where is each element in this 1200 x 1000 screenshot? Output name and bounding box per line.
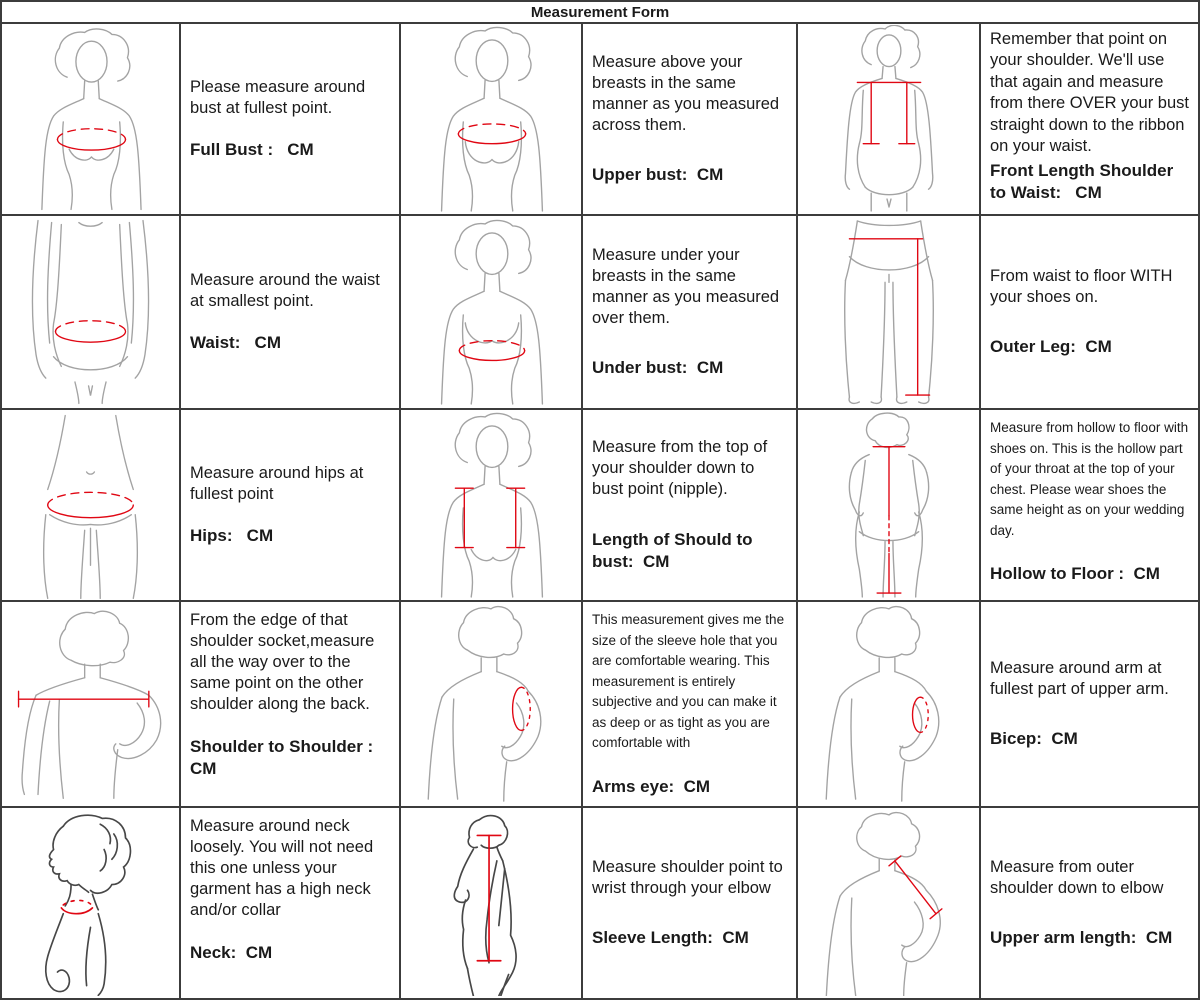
shoulder-to-bust-figure-illustration <box>401 410 581 600</box>
upper-arm-length-cell <box>981 808 1198 998</box>
hollow-to-floor-label: Hollow to Floor : CM <box>990 564 1160 584</box>
hollow-to-floor-cell <box>981 410 1198 600</box>
front-length-label: Front Length Shoulder to Waist: CM <box>990 160 1178 202</box>
outer-leg-label: Outer Leg: CM <box>990 337 1112 357</box>
upper-bust-figure-illustration <box>401 24 581 214</box>
outer-leg-figure-illustration <box>798 216 979 408</box>
arms-eye-figure-illustration <box>401 602 581 806</box>
waist-figure-illustration <box>2 216 179 408</box>
hips-figure-illustration <box>2 410 179 600</box>
shoulder-to-shoulder-instruction: From the edge of that shoulder socket,measure all the way over to the same point on the other shoulder along the back. <box>190 611 375 714</box>
neck-label: Neck: CM <box>190 942 273 962</box>
waist-cell <box>181 216 399 408</box>
bicep-cell <box>981 602 1198 806</box>
hips-cell <box>181 410 399 600</box>
upper-arm-length-instruction: Measure from outer shoulder down to elbow <box>990 857 1164 897</box>
upper-arm-figure-illustration <box>798 808 979 998</box>
hollow-to-floor-instruction: Measure from hollow to floor with shoes on. This is the hollow part of your throat at the top of your chest. Please wear shoes the same height as on your wedding day. <box>990 420 1189 538</box>
page-title: Measurement Form <box>2 2 1198 22</box>
full-bust-cell <box>181 24 399 214</box>
front-length-cell <box>981 24 1198 214</box>
under-bust-label: Under bust: CM <box>592 358 724 378</box>
neck-figure-illustration <box>2 808 179 998</box>
sleeve-length-instruction: Measure shoulder point to wrist through your elbow <box>592 857 783 897</box>
neck-cell <box>181 808 399 998</box>
shoulder-to-shoulder-label: Shoulder to Shoulder : CM <box>190 736 378 778</box>
sleeve-length-label: Sleeve Length: CM <box>592 928 749 948</box>
shoulder-to-bust-instruction: Measure from the top of your shoulder down to bust point (nipple). <box>592 438 768 499</box>
outer-leg-instruction: From waist to floor WITH your shoes on. <box>990 266 1173 306</box>
under-bust-cell <box>583 216 796 408</box>
waist-label: Waist: CM <box>190 333 281 353</box>
bicep-instruction: Measure around arm at fullest part of upper arm. <box>990 658 1169 698</box>
shoulder-to-shoulder-cell <box>181 602 399 806</box>
neck-instruction: Measure around neck loosely. You will not need this one unless your garment has a high neck and/or collar <box>190 817 374 920</box>
upper-bust-cell <box>583 24 796 214</box>
under-bust-figure-illustration <box>401 216 581 408</box>
hollow-to-floor-figure-illustration <box>798 410 979 600</box>
under-bust-instruction: Measure under your breasts in the same manner as you measured over them. <box>592 245 780 328</box>
bicep-figure-illustration <box>798 602 979 806</box>
arms-eye-cell <box>583 602 796 806</box>
front-length-figure-illustration <box>798 24 979 214</box>
upper-arm-length-label: Upper arm length: CM <box>990 928 1173 948</box>
outer-leg-cell <box>981 216 1198 408</box>
full-bust-label: Full Bust : CM <box>190 140 314 160</box>
shoulder-to-shoulder-figure-illustration <box>2 602 179 806</box>
sleeve-length-cell <box>583 808 796 998</box>
shoulder-to-bust-label: Length of Should to bust: CM <box>592 529 758 571</box>
full-bust-figure-illustration <box>2 24 179 214</box>
front-length-instruction: Remember that point on your shoulder. We'll use that again and measure from there OVER your bust straight down to the ribbon on your waist. <box>990 30 1189 156</box>
sleeve-length-figure-illustration <box>401 808 581 998</box>
full-bust-instruction: Please measure around bust at fullest point. <box>190 77 366 117</box>
arms-eye-label: Arms eye: CM <box>592 776 711 796</box>
bicep-label: Bicep: CM <box>990 729 1078 749</box>
upper-bust-instruction: Measure above your breasts in the same manner as you measured across them. <box>592 52 780 135</box>
hips-instruction: Measure around hips at fullest point <box>190 463 364 503</box>
arms-eye-instruction: This measurement gives me the size of the sleeve hole that you are comfortable wearing. This measurement is entirely subjective and you can make it as deep or as tight as you are comfortable with <box>592 612 785 751</box>
waist-instruction: Measure around the waist at smallest point. <box>190 270 380 310</box>
shoulder-to-bust-cell <box>583 410 796 600</box>
upper-bust-label: Upper bust: CM <box>592 165 724 185</box>
hips-label: Hips: CM <box>190 526 274 546</box>
